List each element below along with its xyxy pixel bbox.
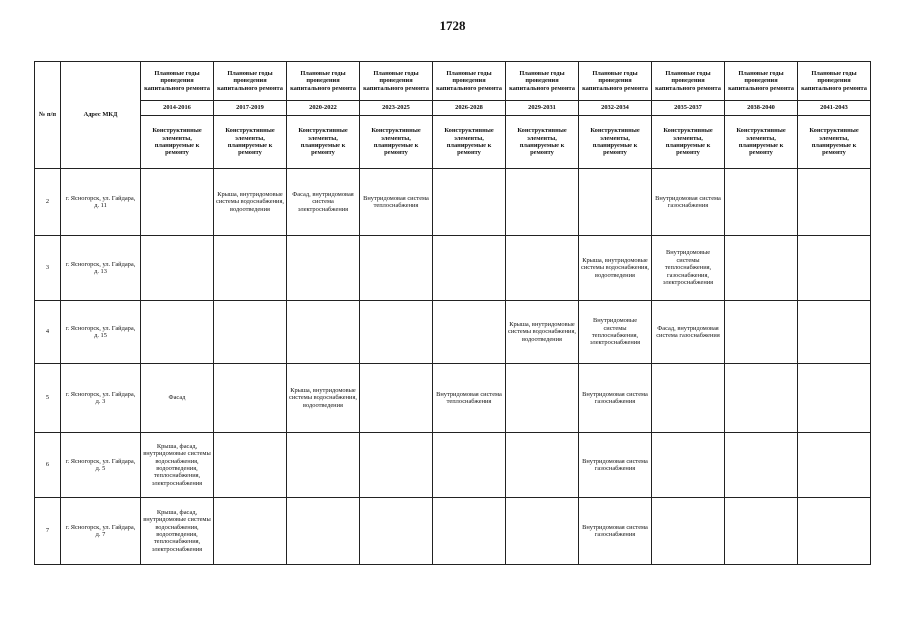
table-cell xyxy=(652,364,725,433)
table-cell xyxy=(214,301,287,364)
table-cell xyxy=(579,169,652,236)
capital-repair-plan-table xyxy=(34,61,871,565)
table-cell xyxy=(725,364,798,433)
header-period-elements: Конструктивные элементы, планируемые к ремонту xyxy=(287,116,360,169)
table-cell xyxy=(433,433,506,498)
row-number: 3 xyxy=(35,236,61,301)
table-cell xyxy=(506,169,579,236)
table-cell: Крыша, фасад, внутридомовые системы водоснабжения, водоотведения, теплоснабжения, электроснабжения xyxy=(141,433,214,498)
table-row xyxy=(35,236,871,301)
table-cell xyxy=(141,301,214,364)
row-number: 7 xyxy=(35,498,61,565)
table-cell: Фасад xyxy=(141,364,214,433)
header-period-elements: Конструктивные элементы, планируемые к ремонту xyxy=(652,116,725,169)
header-period-range: 2038-2040 xyxy=(725,101,798,116)
table-cell: Внутридомовые системы теплоснабжения, электроснабжения xyxy=(579,301,652,364)
header-period-elements: Конструктивные элементы, планируемые к ремонту xyxy=(433,116,506,169)
header-num: № п/п xyxy=(35,62,61,169)
row-address: г. Ясногорск, ул. Гайдара, д. 13 xyxy=(61,236,141,301)
table-cell xyxy=(652,433,725,498)
header-period-title: Плановые годы проведения капитального ремонта xyxy=(214,62,287,101)
table-cell: Крыша, внутридомовые системы водоснабжения, водоотведения xyxy=(287,364,360,433)
row-address: г. Ясногорск, ул. Гайдара, д. 7 xyxy=(61,498,141,565)
header-period-range: 2026-2028 xyxy=(433,101,506,116)
page-number: 1728 xyxy=(439,18,466,33)
row-number: 2 xyxy=(35,169,61,236)
table-cell xyxy=(141,169,214,236)
table-cell: Крыша, внутридомовые системы водоснабжения, водоотведения xyxy=(579,236,652,301)
table-cell xyxy=(725,236,798,301)
table-cell xyxy=(506,433,579,498)
header-period-title: Плановые годы проведения капитального ремонта xyxy=(579,62,652,101)
header-period-range: 2029-2031 xyxy=(506,101,579,116)
table-row xyxy=(35,169,871,236)
table-cell: Крыша, внутридомовые системы водоснабжения, водоотведения xyxy=(214,169,287,236)
table-cell xyxy=(433,169,506,236)
table-cell xyxy=(360,498,433,565)
header-period-range: 2014-2016 xyxy=(141,101,214,116)
header-period-range: 2017-2019 xyxy=(214,101,287,116)
header-period-elements: Конструктивные элементы, планируемые к ремонту xyxy=(506,116,579,169)
row-address: г. Ясногорск, ул. Гайдара, д. 11 xyxy=(61,169,141,236)
table-row xyxy=(35,301,871,364)
row-number: 4 xyxy=(35,301,61,364)
table-body xyxy=(35,169,871,565)
table-cell xyxy=(725,169,798,236)
table-cell: Внутридомовые системы теплоснабжения, газоснабжения, электроснабжения xyxy=(652,236,725,301)
table-cell xyxy=(506,364,579,433)
table-cell xyxy=(360,301,433,364)
table-cell: Крыша, внутридомовые системы водоснабжения, водоотведения xyxy=(506,301,579,364)
table-cell xyxy=(506,498,579,565)
header-period-elements: Конструктивные элементы, планируемые к ремонту xyxy=(579,116,652,169)
table-cell: Внутридомовая система теплоснабжения xyxy=(360,169,433,236)
header-period-range: 2035-2037 xyxy=(652,101,725,116)
table-cell xyxy=(725,498,798,565)
header-period-title: Плановые годы проведения капитального ремонта xyxy=(798,62,871,101)
header-period-range: 2041-2043 xyxy=(798,101,871,116)
table-cell: Внутридомовая система газоснабжения xyxy=(579,498,652,565)
table-cell xyxy=(652,498,725,565)
table-cell xyxy=(798,433,871,498)
row-address: г. Ясногорск, ул. Гайдара, д. 15 xyxy=(61,301,141,364)
header-period-elements: Конструктивные элементы, планируемые к ремонту xyxy=(214,116,287,169)
header-period-elements: Конструктивные элементы, планируемые к ремонту xyxy=(798,116,871,169)
header-period-title: Плановые годы проведения капитального ремонта xyxy=(141,62,214,101)
header-period-title: Плановые годы проведения капитального ремонта xyxy=(725,62,798,101)
header-period-elements: Конструктивные элементы, планируемые к ремонту xyxy=(141,116,214,169)
table-cell xyxy=(214,364,287,433)
table-cell xyxy=(287,498,360,565)
table-cell xyxy=(433,301,506,364)
header-period-title: Плановые годы проведения капитального ремонта xyxy=(506,62,579,101)
table-cell xyxy=(798,498,871,565)
table-cell xyxy=(725,433,798,498)
table-header xyxy=(35,62,871,169)
row-address: г. Ясногорск, ул. Гайдара, д. 3 xyxy=(61,364,141,433)
table-cell xyxy=(360,236,433,301)
table-cell xyxy=(214,433,287,498)
header-period-range: 2020-2022 xyxy=(287,101,360,116)
table-cell xyxy=(798,169,871,236)
header-period-elements: Конструктивные элементы, планируемые к ремонту xyxy=(360,116,433,169)
row-number: 5 xyxy=(35,364,61,433)
table-cell: Фасад, внутридомовая система газоснабжения xyxy=(652,301,725,364)
table-cell xyxy=(433,498,506,565)
row-number: 6 xyxy=(35,433,61,498)
table-cell: Внутридомовая система газоснабжения xyxy=(579,364,652,433)
table-cell xyxy=(798,236,871,301)
table-cell xyxy=(725,301,798,364)
row-address: г. Ясногорск, ул. Гайдара, д. 5 xyxy=(61,433,141,498)
header-period-title: Плановые годы проведения капитального ремонта xyxy=(433,62,506,101)
table-cell xyxy=(287,433,360,498)
table-cell xyxy=(433,236,506,301)
table-cell xyxy=(287,236,360,301)
table-cell xyxy=(360,364,433,433)
table-cell: Фасад, внутридомовая система электроснабжения xyxy=(287,169,360,236)
table-cell: Внутридомовая система газоснабжения xyxy=(652,169,725,236)
table-cell: Внутридомовая система теплоснабжения xyxy=(433,364,506,433)
header-period-elements: Конструктивные элементы, планируемые к ремонту xyxy=(725,116,798,169)
table-cell xyxy=(360,433,433,498)
header-period-range: 2032-2034 xyxy=(579,101,652,116)
header-period-title: Плановые годы проведения капитального ремонта xyxy=(652,62,725,101)
header-period-title: Плановые годы проведения капитального ремонта xyxy=(287,62,360,101)
table-row xyxy=(35,498,871,565)
table-cell xyxy=(506,236,579,301)
header-period-range: 2023-2025 xyxy=(360,101,433,116)
table-cell xyxy=(214,236,287,301)
table-row xyxy=(35,364,871,433)
table-cell xyxy=(798,364,871,433)
table-cell xyxy=(214,498,287,565)
header-period-title: Плановые годы проведения капитального ремонта xyxy=(360,62,433,101)
table-cell: Крыша, фасад, внутридомовые системы водоснабжения, водоотведения, теплоснабжения, электроснабжения xyxy=(141,498,214,565)
table-cell xyxy=(287,301,360,364)
table-cell: Внутридомовая система газоснабжения xyxy=(579,433,652,498)
table-row xyxy=(35,433,871,498)
table-cell xyxy=(141,236,214,301)
table-cell xyxy=(798,301,871,364)
header-address: Адрес МКД xyxy=(61,62,141,169)
